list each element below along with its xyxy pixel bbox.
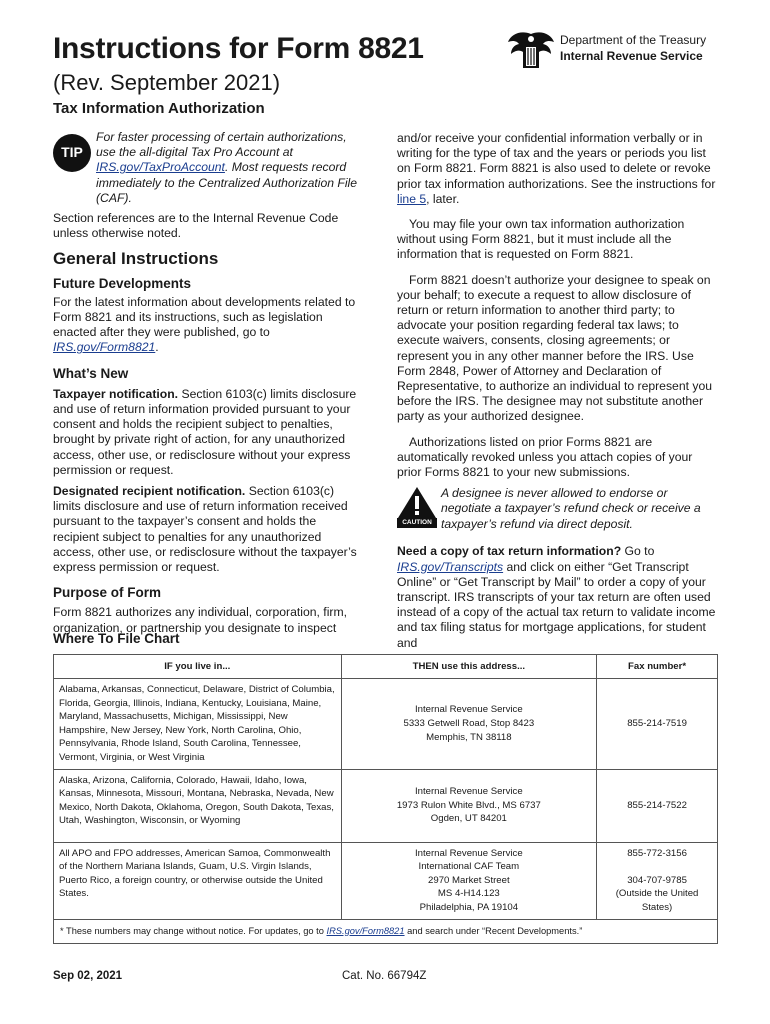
address-line: Internal Revenue Service [414,847,523,859]
future-text-part: For the latest information about developments related to Form 8821 and its instructions, such as legislation enacted after they were published, go to [53,294,356,340]
where-to-file-table [53,654,718,944]
address-line: 2970 Market Street [428,874,510,886]
address-line: Philadelphia, PA 19104 [419,901,519,913]
table-row [54,769,718,842]
address-line: 1973 Rulon White Blvd., MS 6737 [396,799,541,811]
caution-label: CAUTION [402,519,432,527]
table-row [54,842,718,919]
agency-department: Department of the Treasury [560,33,707,47]
states-cell: Alabama, Arkansas, Connecticut, Delaware, District of Columbia, Florida, Georgia, Illinois, Indiana, Kentucky, Louisiana, Maine, Maryland, Massachusetts, Michigan, Mississippi, New Hampshire, New Jersey, New York, North Carolina, Ohio, Pennsylvania, Rhode Island, South Carolina, Tennessee, Vermont, Virginia, or West Virginia [54,679,342,770]
fax-line: (Outside the United States) [615,888,699,913]
fax-cell [597,842,718,919]
p1-text: and/or receive your confidential information verbally or in writing for the type of tax and the years or periods you list on Form 8821. Form 8821 is also used to delete or revoke prior tax information authorizations. See the instructions for [397,131,716,191]
transcript-paragraph [397,544,719,650]
address-line: 5333 Getwell Road, Stop 8423 [403,717,535,729]
left-column [53,130,365,642]
future-developments-heading: Future Developments [53,275,192,291]
address-cell [341,842,597,919]
table-note-row [54,919,718,944]
whats-new-heading: What’s New [53,365,129,381]
states-cell: Alaska, Arizona, California, Colorado, Hawaii, Idaho, Iowa, Kansas, Minnesota, Missouri, Montana, Nebraska, Nevada, New Mexico, North Dakota, Oklahoma, Oregon, South Dakota, Texas, Utah, Washington, Wisconsin, or Wyoming [54,769,342,842]
table-footnote [54,919,718,944]
right-paragraph-1 [397,131,719,207]
revision-date: (Rev. September 2021) [53,70,281,95]
right-column [397,131,719,657]
right-paragraph-2: You may file your own tax information authorization without using Form 8821, but it must include all the information that is requested on Form 8821. [397,217,685,262]
section-references: Section references are to the Internal Revenue Code unless otherwise noted. [53,211,339,241]
future-developments-text [53,295,365,356]
transcript-text: Go to [621,544,655,559]
address-line: Internal Revenue Service [414,704,523,716]
table-row [54,679,718,770]
form8821-link[interactable]: IRS.gov/Form8821 [53,340,156,355]
tip-block [53,130,365,206]
future-text-part: . [155,340,159,355]
table-header-row [54,655,718,679]
caution-icon-wrap [397,486,437,532]
p1-text: , later. [426,191,460,206]
general-instructions-heading: General Instructions [53,249,219,269]
footnote-text: * These numbers may change without notice. For updates, go to [60,925,327,936]
header-fax-number: Fax number* [597,655,718,679]
tip-text-part: For faster processing of certain authorizations, use the all-digital Tax Pro Account at [96,130,347,160]
taxpayer-notification-lead: Taxpayer notification. [53,386,179,401]
right-paragraph-4: Authorizations listed on prior Forms 8821 are automatically revoked unless you attach copies of your prior Forms 8821 to your new submissions. [397,434,693,480]
tip-icon: TIP [53,134,91,172]
irs-eagle-logo-icon [505,28,557,72]
where-to-file-chart-title: Where To File Chart [53,631,180,646]
fax-cell: 855-214-7519 [597,679,718,770]
form-subtitle: Tax Information Authorization [53,100,265,117]
tip-text-part: . Most requests record immediately to the Centralized Authorization File (CAF). [96,160,358,205]
footnote-form8821-link[interactable]: IRS.gov/Form8821 [326,925,405,936]
transcript-lead: Need a copy of tax return information? [397,544,622,559]
caution-text: A designee is never allowed to endorse or negotiate a taxpayer’s refund check or receive a taxpayer’s refund via direct deposit. [441,486,701,531]
line5-link[interactable]: line 5 [397,191,427,206]
address-line: Memphis, TN 38118 [426,731,512,743]
purpose-of-form-text: Form 8821 authorizes any individual, corporation, firm, organization, or partnership you designate to inspect [53,605,347,635]
transcripts-link[interactable]: IRS.gov/Transcripts [397,559,504,574]
designated-notification-lead: Designated recipient notification. [53,484,246,499]
agency-name [560,32,706,64]
header-if-you-live-in: IF you live in... [54,655,342,679]
fax-line: 304-707-9785 [627,874,687,886]
transcript-text: and click on either “Get Transcript Online” or “Get Transcript by Mail” to order a copy of your transcript. IRS transcripts of your tax return are often used instead of a copy of the actual tax return to validate income and tax filing status for mortgage applications, for student and [397,559,716,650]
address-cell [341,769,597,842]
footer-date: Sep 02, 2021 [53,970,123,982]
tip-text [96,130,365,206]
address-line: Ogden, UT 84201 [430,813,507,825]
designated-notification-text: Section 6103(c) limits disclosure and use of return information received pursuant to the taxpayer’s consent and holds the recipient subject to penalties for any unauthorized access, other use, or redisclosure without the taxpayer’s express permission or request. [53,484,357,575]
fax-line: 855-772-3156 [627,847,687,859]
caution-block [397,486,719,532]
fax-cell: 855-214-7522 [597,769,718,842]
agency-irs: Internal Revenue Service [560,49,703,63]
footnote-text: and search under “Recent Developments.” [404,925,583,936]
header-then-use-address: THEN use this address... [341,655,597,679]
taxpayer-notification-text: Section 6103(c) limits disclosure and use of return information provided pursuant to your consent and holds the recipient subject to penalties, brought by private right of action, for any unauthorized access, other use, or redisclosure without your express permission or request. [53,386,357,477]
address-line: Internal Revenue Service [414,786,523,798]
footer-catalog-number: Cat. No. 66794Z [342,970,427,982]
right-paragraph-3: Form 8821 doesn’t authorize your designee to speak on your behalf; to execute a request to allow disclosure of return or return information to another third party; to advocate your position regarding federal tax laws; to execute waivers, consents, closing agreements; or represent you in any other manner before the IRS. Use Form 2848, Power of Attorney and Declaration of Representative, to authorize an individual to represent you before the IRS. The designee may not substitute another party as your authorized designee. [397,272,713,424]
taxpayer-notification [53,387,365,478]
purpose-of-form-heading: Purpose of Form [53,585,162,601]
states-cell: All APO and FPO addresses, American Samoa, Commonwealth of the Northern Mariana Islands, Guam, U.S. Virgin Islands, Puerto Rico, a foreign country, or otherwise outside the United States. [54,842,342,919]
address-cell [341,679,597,770]
page-title: Instructions for Form 8821 [53,32,424,65]
designated-recipient-notification [53,484,365,575]
address-line: International CAF Team [418,861,520,873]
taxproaccount-link[interactable]: IRS.gov/TaxProAccount [96,160,225,175]
fax-line [602,860,712,874]
address-line: MS 4-H14.123 [437,888,500,900]
